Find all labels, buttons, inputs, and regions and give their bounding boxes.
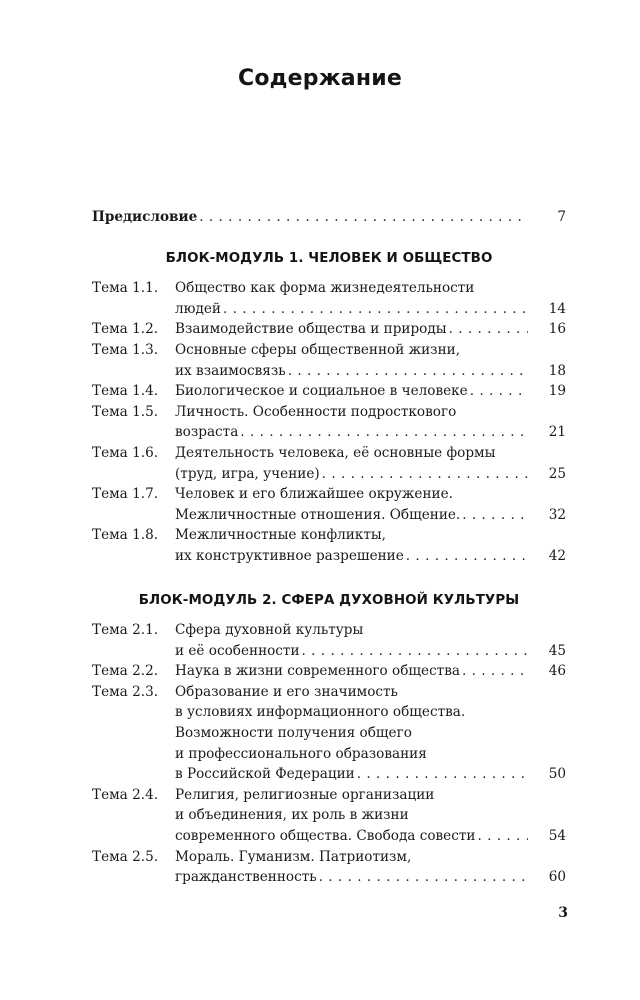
dot-leader — [322, 464, 528, 485]
toc-entry-topic-2-2[interactable] — [92, 661, 566, 682]
topic-title-line: Религия, религиозные организации — [175, 786, 435, 803]
toc-entry-topic-1-6[interactable] — [92, 443, 566, 484]
topic-label: Тема 1.2. — [92, 321, 159, 338]
toc-entry-topic-1-8[interactable] — [92, 525, 566, 566]
topic-label: Тема 2.3. — [92, 683, 159, 700]
toc-entry-topic-2-4[interactable] — [92, 785, 566, 847]
topic-title-line: Общество как форма жизнедеятельности — [175, 280, 475, 297]
toc-entry-topic-2-5[interactable] — [92, 847, 566, 888]
dot-leader — [319, 867, 528, 888]
entry-page-number: 14 — [548, 300, 566, 317]
topic-label: Тема 2.5. — [92, 848, 159, 865]
entry-page-number: 19 — [548, 383, 566, 400]
topic-label: Тема 1.4. — [92, 383, 159, 400]
topic-title-line: Межличностные отношения. Общение. — [175, 506, 461, 523]
toc-entry-preface[interactable] — [92, 207, 566, 228]
topic-title-line: Деятельность человека, её основные формы — [175, 444, 496, 461]
page-number: 3 — [558, 905, 568, 921]
entry-page-number: 21 — [548, 424, 566, 441]
dot-leader — [240, 422, 528, 443]
toc-entry-topic-1-2[interactable] — [92, 319, 566, 340]
topic-title-line: возраста — [175, 424, 239, 441]
topic-title-line: Возможности получения общего — [175, 725, 412, 742]
topic-label: Тема 1.8. — [92, 527, 159, 544]
toc-entry-topic-1-1[interactable] — [92, 278, 566, 319]
block-heading-1: БЛОК-МОДУЛЬ 1. ЧЕЛОВЕК И ОБЩЕСТВО — [165, 250, 493, 266]
entry-page-number: 42 — [548, 547, 566, 564]
entry-page-number: 54 — [548, 828, 566, 845]
topic-label: Тема 1.6. — [92, 444, 159, 461]
topic-title-line: Биологическое и социальное в человеке — [175, 383, 468, 400]
dot-leader — [462, 661, 528, 682]
topic-label: Тема 2.1. — [92, 622, 159, 639]
topic-title-line: Образование и его значимость — [175, 683, 398, 700]
topic-title-line: Сфера духовной культуры — [175, 622, 364, 639]
dot-leader — [477, 826, 528, 847]
topic-title-line: Человек и его ближайшее окружение. — [175, 486, 453, 503]
dot-leader — [462, 505, 528, 526]
table-of-contents — [92, 207, 566, 888]
topic-title-line: современного общества. Свобода совести — [175, 828, 476, 845]
toc-entry-topic-2-1[interactable] — [92, 620, 566, 661]
dot-leader — [302, 641, 528, 662]
entry-page-number: 45 — [548, 642, 566, 659]
block-heading-2: БЛОК-МОДУЛЬ 2. СФЕРА ДУХОВНОЙ КУЛЬТУРЫ — [138, 592, 520, 608]
dot-leader — [288, 361, 528, 382]
topic-title-line: Основные сферы общественной жизни, — [175, 341, 461, 358]
dot-leader — [449, 319, 528, 340]
topic-title-line: в Российской Федерации — [175, 766, 355, 783]
page-title: Содержание — [238, 66, 402, 91]
entry-page-number: 18 — [548, 362, 566, 379]
topic-label: Тема 1.3. — [92, 341, 159, 358]
dot-leader — [223, 299, 528, 320]
entry-page-number: 25 — [548, 465, 566, 482]
dot-leader — [406, 546, 528, 567]
topic-title-line: и её особенности — [175, 642, 300, 659]
topic-title-line: людей — [175, 300, 221, 317]
topic-title-line: Мораль. Гуманизм. Патриотизм, — [175, 848, 412, 865]
dot-leader — [357, 764, 528, 785]
entry-page-number: 16 — [548, 321, 566, 338]
topic-title-line: гражданственность — [175, 869, 317, 886]
dot-leader — [199, 207, 528, 228]
toc-entry-topic-2-3[interactable] — [92, 682, 566, 785]
topic-title-line: и профессионального образования — [175, 745, 427, 762]
toc-entry-topic-1-7[interactable] — [92, 484, 566, 525]
topic-title-line: Наука в жизни современного общества — [175, 663, 460, 680]
topic-label: Тема 1.1. — [92, 280, 159, 297]
entry-page-number: 7 — [557, 209, 566, 225]
toc-entry-topic-1-4[interactable] — [92, 381, 566, 402]
toc-entry-topic-1-3[interactable] — [92, 340, 566, 381]
topic-label: Тема 1.7. — [92, 486, 159, 503]
entry-page-number: 60 — [548, 869, 566, 886]
entry-page-number: 46 — [548, 663, 566, 680]
topic-title-line: их конструктивное разрешение — [175, 547, 404, 564]
topic-title-line: Личность. Особенности подросткового — [175, 403, 457, 420]
dot-leader — [470, 381, 528, 402]
topic-title-line: Взаимодействие общества и природы — [175, 321, 447, 338]
topic-title-line: в условиях информационного общества. — [175, 704, 466, 721]
topic-title-line: их взаимосвязь — [175, 362, 286, 379]
entry-page-number: 32 — [548, 506, 566, 523]
topic-title-line: и объединения, их роль в жизни — [175, 807, 409, 824]
topic-title-line: (труд, игра, учение) — [175, 465, 320, 482]
entry-title: Предисловие — [92, 209, 198, 225]
topic-label: Тема 2.4. — [92, 786, 159, 803]
topic-title-line: Межличностные конфликты, — [175, 527, 387, 544]
toc-entry-topic-1-5[interactable] — [92, 402, 566, 443]
entry-page-number: 50 — [548, 766, 566, 783]
topic-label: Тема 2.2. — [92, 663, 159, 680]
topic-label: Тема 1.5. — [92, 403, 159, 420]
